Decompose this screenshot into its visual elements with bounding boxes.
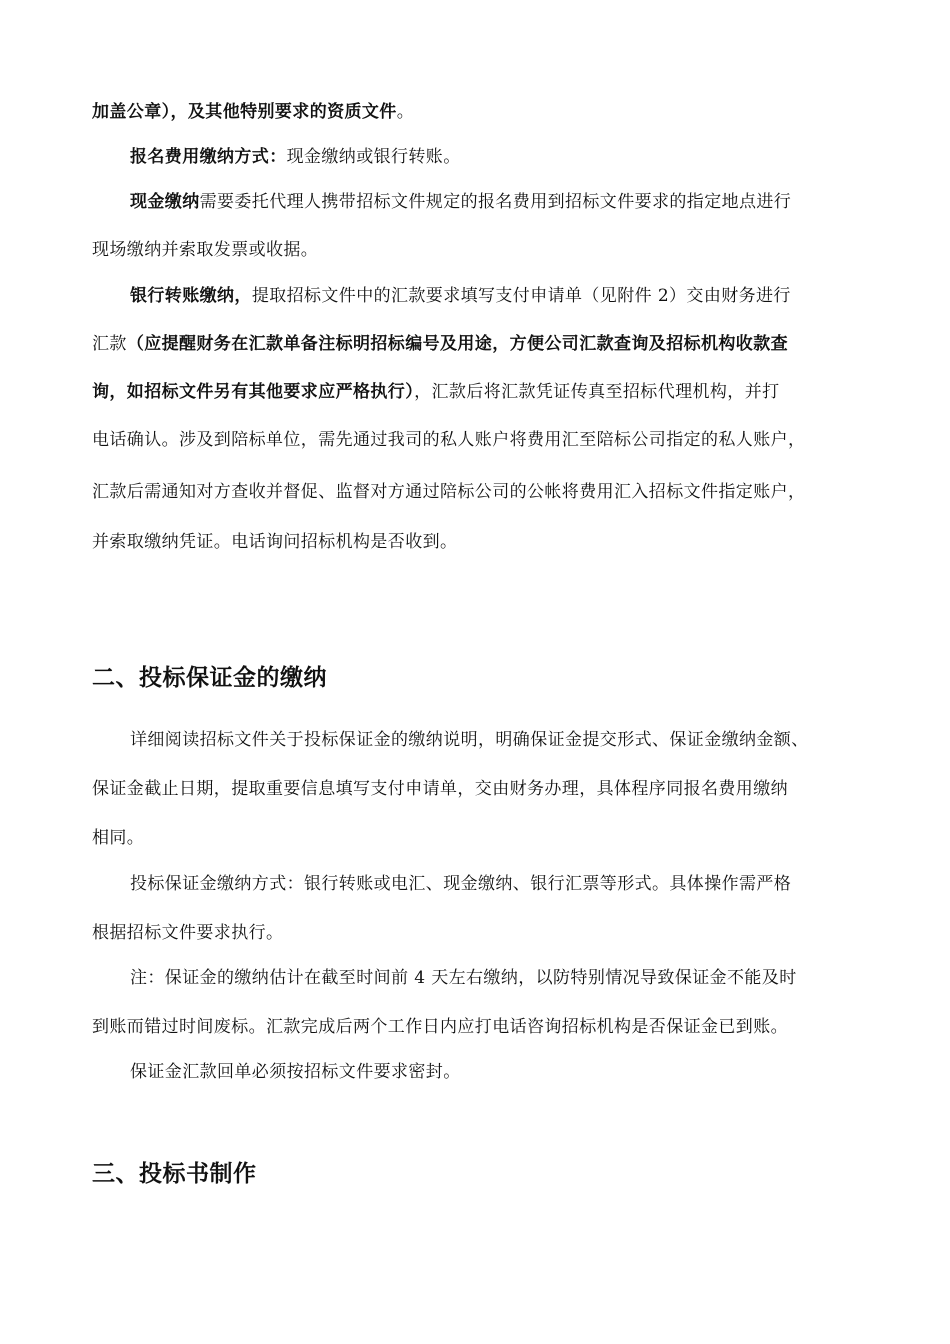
text: 现金缴纳或银行转账。 <box>286 147 461 167</box>
text: 相同。 <box>92 828 145 848</box>
paragraph-line <box>92 428 805 452</box>
bold-text: 报名费用缴纳方式： <box>130 147 287 167</box>
paragraph-line <box>130 190 791 214</box>
paragraph-line <box>130 872 791 896</box>
text: 详细阅读招标文件关于投标保证金的缴纳说明，明确保证金提交形式、保证金缴纳金额、 <box>130 730 809 750</box>
text: 保证金汇款回单必须按招标文件要求密封。 <box>130 1062 461 1082</box>
text: 保证金截止日期，提取重要信息填写支付申请单，交由财务办理，具体程序同报名费用缴纳 <box>92 779 788 799</box>
paragraph-line <box>92 380 780 404</box>
paragraph-line <box>92 777 788 801</box>
paragraph-line <box>130 1060 461 1084</box>
paragraph-line <box>130 284 791 308</box>
text: ，汇款后将汇款凭证传真至招标代理机构，并打 <box>414 382 780 402</box>
text: 现场缴纳并索取发票或收据。 <box>92 240 319 260</box>
paragraph-line <box>92 332 788 356</box>
bold-text: 现金缴纳 <box>130 192 200 212</box>
text: 。 <box>396 102 415 122</box>
paragraph-line <box>92 238 318 262</box>
text: 汇款后需通知对方查收并督促、监督对方通过陪标公司的公帐将费用汇入招标文件指定账户， <box>92 482 806 502</box>
paragraph-line <box>92 921 283 945</box>
text: 电话确认。涉及到陪标单位，需先通过我司的私人账户将费用汇至陪标公司指定的私人账户， <box>92 430 806 450</box>
text: 注：保证金的缴纳估计在截至时间前 4 天左右缴纳，以防特别情况导致保证金不能及时 <box>130 968 797 988</box>
section-heading: 二、投标保证金的缴纳 <box>92 665 327 691</box>
text: 到账而错过时间废标。汇款完成后两个工作日内应打电话咨询招标机构是否保证金已到账。 <box>92 1017 788 1037</box>
text: 投标保证金缴纳方式：银行转账或电汇、现金缴纳、银行汇票等形式。具体操作需严格 <box>130 874 792 894</box>
bold-text: 加盖公章），及其他特别要求的资质文件 <box>92 102 397 122</box>
paragraph-line <box>92 1015 788 1039</box>
paragraph-line <box>130 966 797 990</box>
section-heading: 三、投标书制作 <box>92 1161 257 1187</box>
paragraph-line <box>92 530 457 554</box>
paragraph-line <box>130 145 461 169</box>
paragraph-line <box>92 826 144 850</box>
text: 并索取缴纳凭证。电话询问招标机构是否收到。 <box>92 532 458 552</box>
paragraph-line <box>92 480 805 504</box>
bold-text: 银行转账缴纳， <box>130 286 252 306</box>
text: 需要委托代理人携带招标文件规定的报名费用到招标文件要求的指定地点进行 <box>199 192 792 212</box>
text: 提取招标文件中的汇款要求填写支付申请单（见附件 2）交由财务进行 <box>251 286 791 306</box>
bold-text: 询，如招标文件另有其他要求应严格执行） <box>92 382 415 402</box>
text: 汇款 <box>92 334 127 354</box>
bold-text: （应提醒财务在汇款单备注标明招标编号及用途，方便公司汇款查询及招标机构收款查 <box>126 334 789 354</box>
text: 根据招标文件要求执行。 <box>92 923 284 943</box>
paragraph-line <box>92 100 414 124</box>
paragraph-line <box>130 728 809 752</box>
